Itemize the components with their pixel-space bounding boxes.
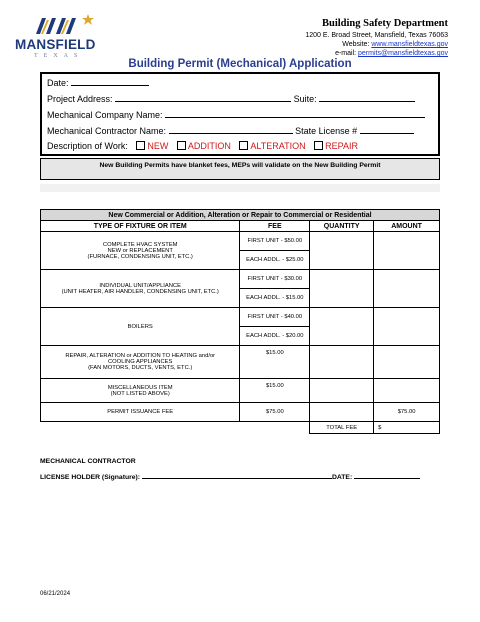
logo-wordmark: MANSFIELD <box>15 37 96 52</box>
date-row <box>47 77 149 88</box>
item-line: BOILERS <box>127 323 153 330</box>
table-row <box>41 346 440 379</box>
contractor-row <box>47 125 414 136</box>
item-line: INDIVIDUAL UNIT/APPLIANCE <box>99 282 182 289</box>
suite-label: Suite: <box>293 94 317 104</box>
alteration-checkbox[interactable] <box>239 141 248 150</box>
page-title: Building Permit (Mechanical) Application <box>128 58 352 70</box>
item-line: COMPLETE HVAC SYSTEM <box>102 241 178 248</box>
signature-label: LICENSE HOLDER (Signature): <box>40 474 141 481</box>
table-row <box>41 379 440 403</box>
amount-cell[interactable] <box>374 379 440 403</box>
col-header-fee: FEE <box>240 221 310 232</box>
company-label: Mechanical Company Name: <box>47 110 163 120</box>
table-band-title: New Commercial or Addition, Alteration or Repair to Commercial or Residential <box>41 210 440 221</box>
project-address-row <box>47 93 415 104</box>
fee-cell: FIRST UNIT - $40.00 <box>240 308 310 327</box>
table-row <box>41 270 440 289</box>
item-line: MISCELLANEOUS ITEM <box>107 384 173 391</box>
logo-subtext: TEXAS <box>34 53 84 59</box>
total-fee-field[interactable]: $ <box>374 422 440 434</box>
new-option-label: NEW <box>147 141 169 151</box>
total-spacer <box>41 422 240 434</box>
amount-cell[interactable] <box>374 270 440 308</box>
amount-cell: $75.00 <box>374 403 440 422</box>
fee-cell: EACH ADDL. - $15.00 <box>240 289 310 308</box>
new-checkbox[interactable] <box>136 141 145 150</box>
table-band-row <box>41 210 440 221</box>
company-field[interactable] <box>165 109 425 118</box>
item-line: NEW or REPLACEMENT <box>107 247 173 254</box>
addition-checkbox[interactable] <box>177 141 186 150</box>
table-row <box>41 308 440 327</box>
quantity-cell[interactable] <box>310 346 374 379</box>
total-label: TOTAL FEE <box>310 422 374 434</box>
amount-cell[interactable] <box>374 232 440 270</box>
fee-cell: FIRST UNIT - $30.00 <box>240 270 310 289</box>
quantity-cell[interactable] <box>310 308 374 346</box>
amount-cell[interactable] <box>374 308 440 346</box>
table-row <box>41 403 440 422</box>
signature-date-label: DATE: <box>331 474 353 481</box>
signature-date-field[interactable] <box>354 472 420 479</box>
department-address: 1200 E. Broad Street, Mansfield, Texas 76063 <box>305 32 448 39</box>
signature-row <box>40 472 420 481</box>
fee-cell: $15.00 <box>240 379 310 403</box>
website-line <box>342 41 448 48</box>
applicant-info-box <box>40 72 440 156</box>
revision-date: 06/21/2024 <box>40 591 71 597</box>
col-header-amount: AMOUNT <box>374 221 440 232</box>
email-line <box>335 50 448 57</box>
fee-table <box>40 209 440 434</box>
fee-cell: EACH ADDL. - $25.00 <box>240 251 310 270</box>
work-label: Description of Work: <box>47 141 128 151</box>
email-link[interactable]: permits@mansfieldtexas.gov <box>358 50 448 57</box>
contractor-field[interactable] <box>169 125 293 134</box>
date-label: Date: <box>47 78 69 88</box>
date-field[interactable] <box>71 77 149 86</box>
suite-field[interactable] <box>319 93 415 102</box>
item-repair-alteration <box>41 346 240 379</box>
work-row <box>47 141 358 151</box>
table-row <box>41 232 440 251</box>
license-field[interactable] <box>360 125 414 134</box>
notice-shade <box>40 184 440 192</box>
item-boilers <box>41 308 240 346</box>
amount-cell[interactable] <box>374 346 440 379</box>
item-line: (FAN MOTORS, DUCTS, VENTS, ETC.) <box>88 365 193 371</box>
fee-cell: $75.00 <box>240 403 310 422</box>
website-label: Website: <box>342 41 372 48</box>
total-row <box>41 422 440 434</box>
department-name: Building Safety Department <box>322 18 448 29</box>
item-line: (UNIT HEATER, AIR HANDLER, CONDENSING UNIT, ETC.) <box>61 288 219 295</box>
project-address-field[interactable] <box>115 93 291 102</box>
blanket-fee-notice: New Building Permits have blanket fees, MEPs will validate on the New Building Permit <box>40 158 440 180</box>
quantity-cell[interactable] <box>310 270 374 308</box>
table-header-row <box>41 221 440 232</box>
addition-option-label: ADDITION <box>187 141 231 151</box>
col-header-type: TYPE OF FIXTURE OR ITEM <box>41 221 240 232</box>
item-line: (NOT LISTED ABOVE) <box>110 390 170 397</box>
project-address-label: Project Address: <box>47 94 113 104</box>
item-permit-issuance: PERMIT ISSUANCE FEE <box>41 403 240 422</box>
fee-cell: FIRST UNIT - $50.00 <box>240 232 310 251</box>
license-label: State License # <box>295 126 358 136</box>
quantity-cell[interactable] <box>310 379 374 403</box>
item-hvac <box>41 232 240 270</box>
fee-cell: $15.00 <box>240 346 310 379</box>
fee-cell: EACH ADDL. - $20.00 <box>240 327 310 346</box>
quantity-cell[interactable] <box>310 403 374 422</box>
item-line: (FURNACE, CONDENSING UNIT, ETC.) <box>87 253 193 260</box>
quantity-cell[interactable] <box>310 232 374 270</box>
alteration-option-label: ALTERATION <box>250 141 306 151</box>
item-individual-unit <box>41 270 240 308</box>
signature-field[interactable] <box>142 472 332 479</box>
repair-checkbox[interactable] <box>314 141 323 150</box>
item-miscellaneous <box>41 379 240 403</box>
contractor-label: Mechanical Contractor Name: <box>47 126 167 136</box>
repair-option-label: REPAIR <box>325 141 358 151</box>
contractor-heading: MECHANICAL CONTRACTOR <box>40 458 136 465</box>
email-label: e-mail: <box>335 50 359 57</box>
website-link[interactable]: www.mansfieldtexas.gov <box>371 41 448 48</box>
company-row <box>47 109 425 120</box>
total-spacer <box>240 422 310 434</box>
col-header-quantity: QUANTITY <box>310 221 374 232</box>
item-line: COOLING APPLIANCES <box>107 359 173 365</box>
item-line: REPAIR, ALTERATION or ADDITION TO HEATING and/or <box>65 353 216 359</box>
